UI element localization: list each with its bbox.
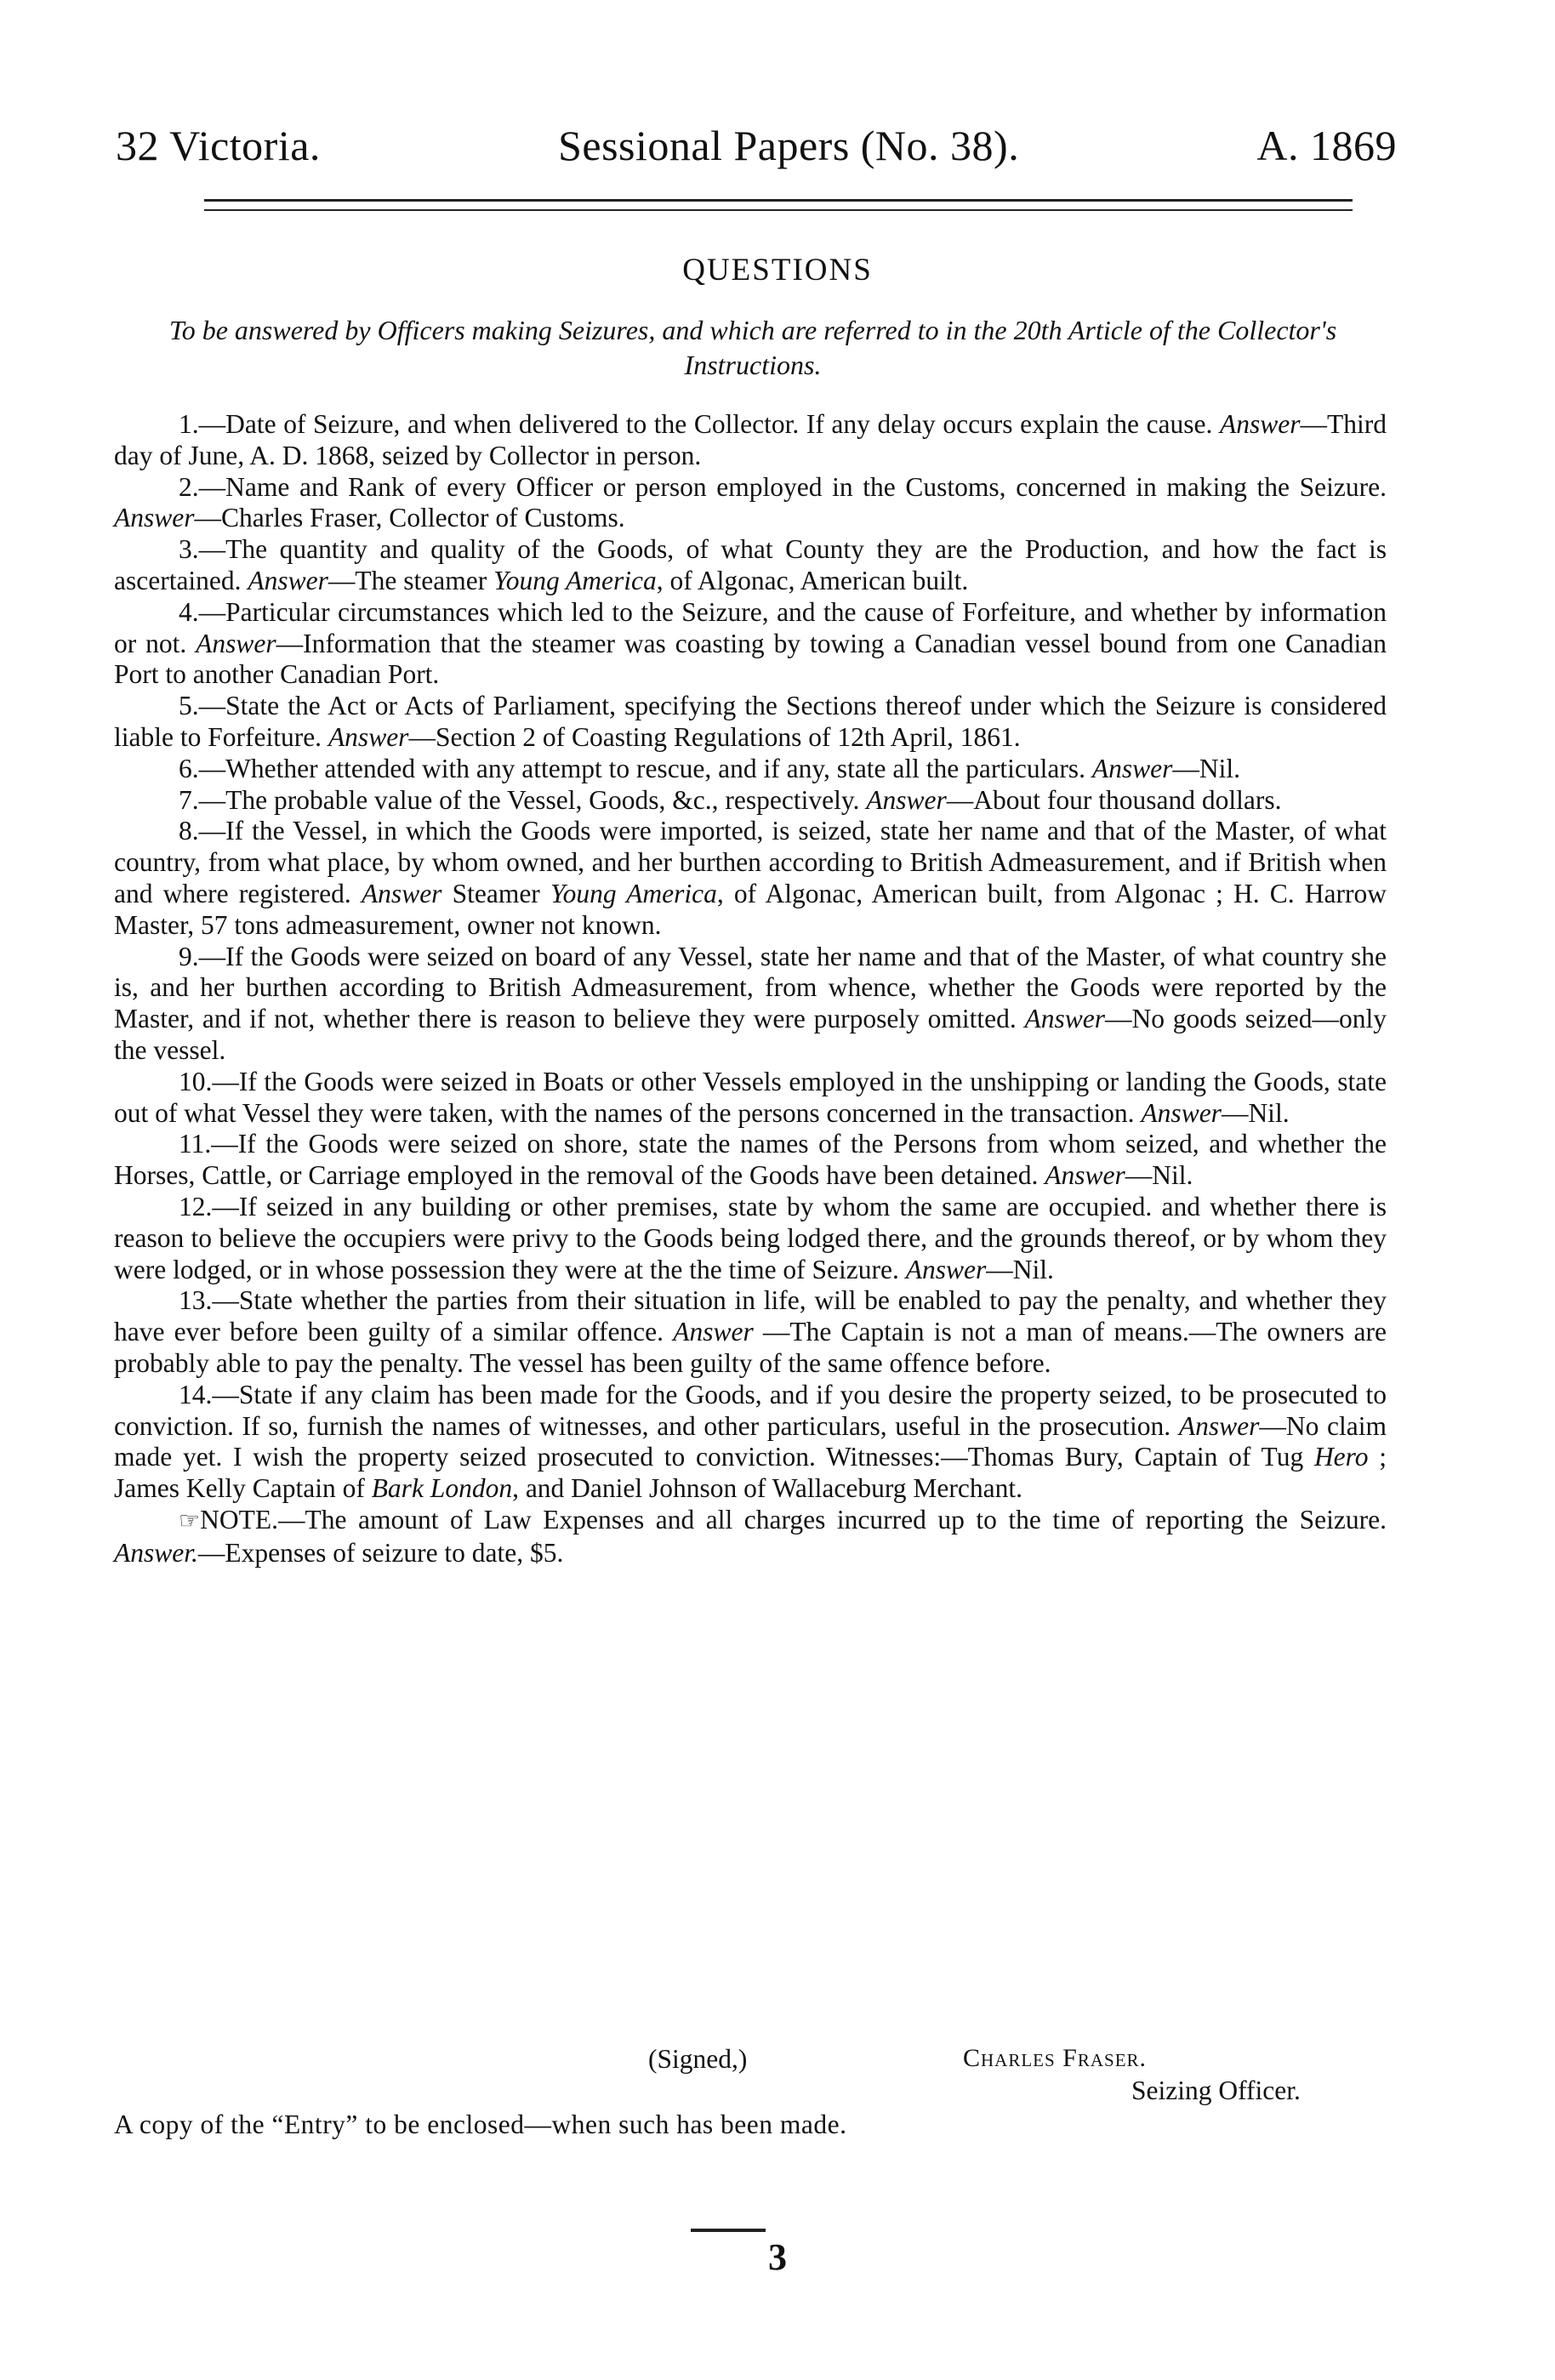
question-8: 8.—If the Vessel, in which the Goods were imported, is seized, state her name and that of the Master, of what country, from what place, by whom owned, and her burthen according to British Admeasurement, and if British when and where registered. Answer Steamer Young America, of Algonac, American built, from Algonac ; H. C. Harrow Master, 57 tons admeasurement, owner not known. — [114, 816, 1387, 940]
enclosure-note: A copy of the “Entry” to be enclosed—when such has been made. — [114, 2110, 847, 2139]
question-9: 9.—If the Goods were seized on board of any Vessel, state her name and that of the Master, of what country she is, and her burthen according to British Admeasurement, from whence, whether the Goods were reported by the Master, and if not, whether there is reason to believe they were purposely omitted. Answer—No goods seized—only the vessel. — [114, 941, 1387, 1065]
question-2: 2.—Name and Rank of every Officer or person employed in the Customs, concerned in making the Seizure. Answer—Charles Fraser, Collector of Customs. — [114, 471, 1387, 533]
footer-rule — [691, 2229, 766, 2232]
question-3: 3.—The quantity and quality of the Goods, of what County they are the Production, and how the fact is ascertained. Answer—The steamer Young America, of Algonac, American built. — [114, 534, 1387, 595]
pointing-hand-icon: ☞ — [179, 1507, 201, 1534]
header-rule-bottom — [204, 209, 1353, 211]
signer-name: Charles Fraser. — [963, 2044, 1148, 2072]
page-subtitle: To be answered by Officers making Seizures, and which are referred to in the 20th Article of the Collector's Instructions. — [168, 315, 1337, 380]
question-12: 12.—If seized in any building or other premises, state by whom the same are occupied. and whether there is reason to believe the occupiers were privy to the Goods being lodged there, and the grounds thereof, or by whom they were lodged, or in whose possession they were at the the time of Seizure. Answer—Nil. — [114, 1191, 1387, 1284]
question-11: 11.—If the Goods were seized on shore, state the names of the Persons from whom seized, and whether the Horses, Cattle, or Carriage employed in the removal of the Goods have been detained. Answer—Nil. — [114, 1129, 1387, 1191]
question-13: 13.—State whether the parties from their situation in life, will be enabled to pay the penalty, and whether they have ever before been guilty of a similar offence. Answer —The Captain is not a man of means.—The owners are probably able to pay the penalty. The vessel has been guilty of the same offence before. — [114, 1285, 1387, 1378]
header-volume: 32 Victoria. — [116, 122, 321, 169]
signed-label: (Signed,) — [648, 2044, 748, 2074]
header-series: Sessional Papers (No. 38). — [558, 122, 1020, 169]
page-number: 3 — [768, 2236, 787, 2278]
question-7: 7.—The probable value of the Vessel, Goods, &c., respectively. Answer—About four thousand dollars. — [179, 784, 1282, 815]
question-6: 6.—Whether attended with any attempt to rescue, and if any, state all the particulars. Answer—Nil. — [179, 753, 1240, 783]
question-5: 5.—State the Act or Acts of Parliament, specifying the Sections thereof under which the Seizure is considered liable to Forfeiture. Answer—Section 2 of Coasting Regulations of 12th April, 1861. — [114, 691, 1387, 752]
running-header — [116, 124, 1397, 167]
question-4: 4.—Particular circumstances which led to the Seizure, and the cause of Forfeiture, and whether by information or not. Answer—Information that the steamer was coasting by towing a Canadian vessel bound from one Canadian Port to another Canadian Port. — [114, 596, 1387, 690]
signer-role: Seizing Officer. — [1131, 2075, 1301, 2105]
header-rule-top — [204, 199, 1353, 202]
question-14: 14.—State if any claim has been made for the Goods, and if you desire the property seized, to be prosecuted to conviction. If so, furnish the names of witnesses, and other particulars, useful in the prosecution. Answer—No claim made yet. I wish the property seized prosecuted to conviction. Witnesses:—Thomas Bury, Captain of Tug Hero ; James Kelly Captain of Bark London, and Daniel Johnson of Wallaceburg Merchant. — [114, 1379, 1387, 1504]
question-1: 1.—Date of Seizure, and when delivered to the Collector. If any delay occurs explain the cause. Answer—Third day of June, A. D. 1868, seized by Collector in person. — [114, 409, 1387, 470]
question-list — [114, 409, 1387, 1569]
header-year: A. 1869 — [1256, 122, 1397, 169]
page-title: QUESTIONS — [682, 253, 873, 288]
expense-note: ☞NOTE.—The amount of Law Expenses and all charges incurred up to the time of reporting the Seizure. Answer.—Expenses of seizure to date, $5. — [114, 1504, 1387, 1568]
question-10: 10.—If the Goods were seized in Boats or other Vessels employed in the unshipping or landing the Goods, state out of what Vessel they were taken, with the names of the persons concerned in the transaction. Answer—Nil. — [114, 1066, 1387, 1128]
